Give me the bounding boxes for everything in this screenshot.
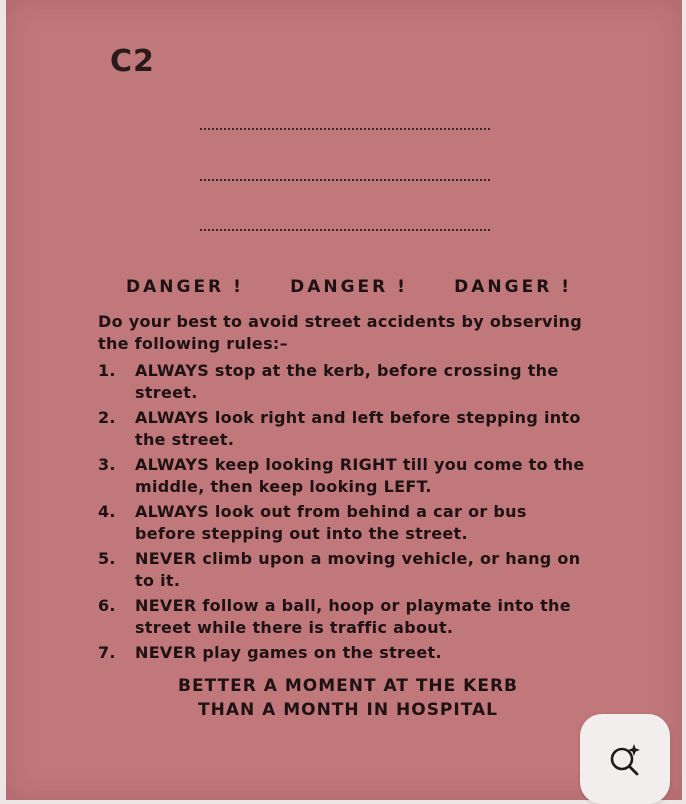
blank-line-1: [200, 128, 490, 130]
rule-item: [98, 548, 592, 592]
visual-search-button[interactable]: [580, 714, 670, 804]
rule-number: 5.: [98, 549, 116, 568]
rule-number: 2.: [98, 408, 116, 427]
blank-line-3: [200, 229, 490, 231]
rule-text: ALWAYS keep looking RIGHT till you come to the middle, then keep looking LEFT.: [135, 455, 585, 496]
rule-item: [98, 360, 592, 404]
rules-list: [98, 360, 592, 667]
motto-line-1: BETTER A MOMENT AT THE KERB: [177, 676, 519, 696]
rule-text: ALWAYS look right and left before stepping into the street.: [135, 408, 581, 449]
rule-number: 1.: [98, 361, 116, 380]
rule-text: NEVER follow a ball, hoop or playmate into the street while there is traffic about.: [135, 596, 571, 637]
motto-line-2: THAN A MONTH IN HOSPITAL: [198, 700, 498, 720]
rule-number: 4.: [98, 502, 116, 521]
danger-word: DANGER !: [454, 277, 572, 297]
rule-item: [98, 407, 592, 451]
intro-text: Do your best to avoid street accidents by observing the following rules:–: [98, 312, 582, 353]
danger-heading: [126, 277, 572, 297]
rule-text: ALWAYS look out from behind a car or bus before stepping out into the street.: [135, 502, 527, 543]
rule-text: NEVER play games on the street.: [135, 643, 442, 662]
rule-number: 6.: [98, 596, 116, 615]
rule-item: [98, 501, 592, 545]
rule-number: 3.: [98, 455, 116, 474]
rule-text: ALWAYS stop at the kerb, before crossing the street.: [135, 361, 559, 402]
danger-word: DANGER !: [290, 277, 408, 297]
visual-search-sparkle-icon: [608, 742, 642, 776]
blank-line-2: [200, 179, 490, 181]
rule-text: NEVER climb upon a moving vehicle, or hang on to it.: [135, 549, 581, 590]
booklet-cover: [6, 0, 682, 800]
rule-item: [98, 454, 592, 498]
rule-number: 7.: [98, 643, 116, 662]
rule-item: [98, 595, 592, 639]
rule-item: [98, 642, 592, 664]
danger-word: DANGER !: [126, 277, 244, 297]
booklet-code: C2: [110, 44, 155, 79]
